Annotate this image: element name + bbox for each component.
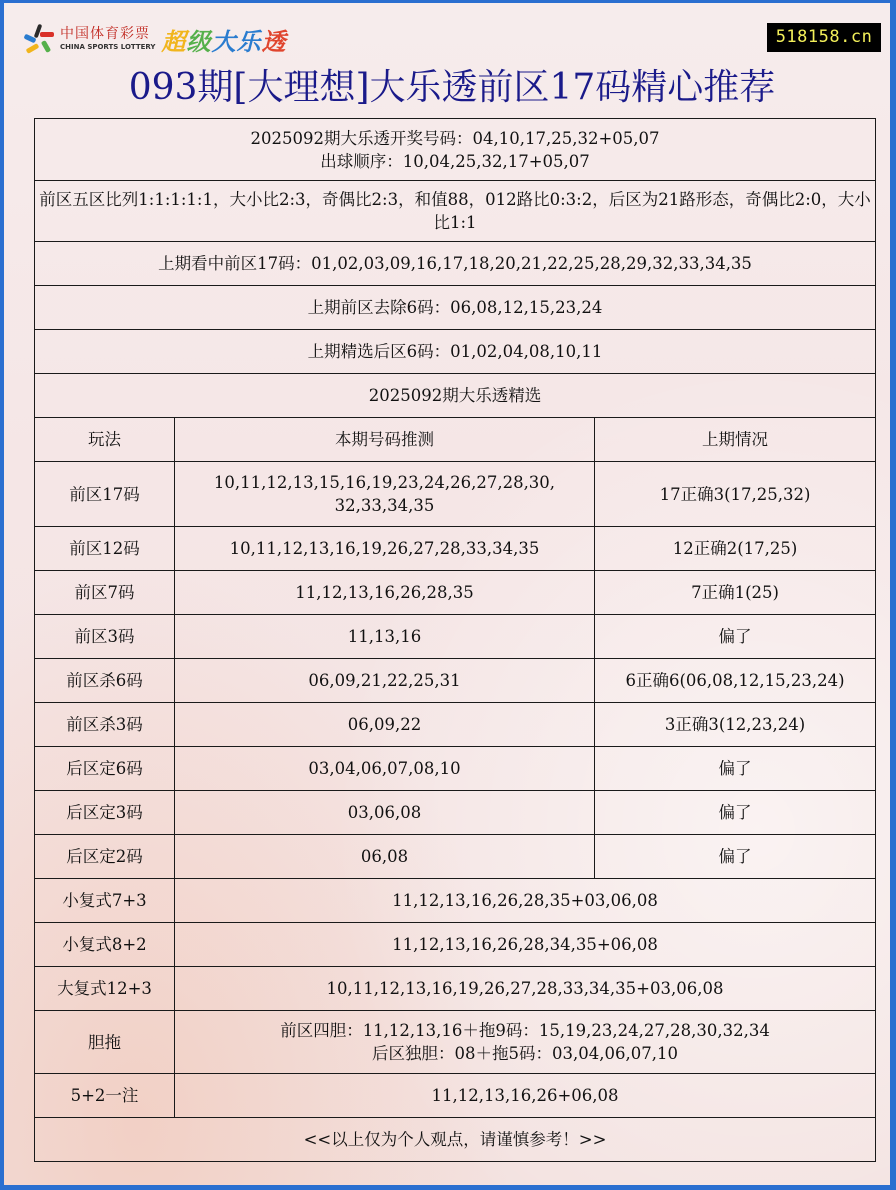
header-previous: 上期情况 <box>595 418 876 462</box>
play-name: 前区3码 <box>35 615 175 659</box>
dantuo-cell <box>175 1011 876 1074</box>
recommendation-table <box>34 118 876 1162</box>
analysis-text: 前区五区比列1:1:1:1:1，大小比2:3，奇偶比2:3，和值88，012路比0:3:2，后区为21路形态，奇偶比2:0，大小比1:1 <box>35 181 876 242</box>
previous-result: 偏了 <box>595 791 876 835</box>
draw-result-cell <box>35 119 876 181</box>
play-name: 后区定3码 <box>35 791 175 835</box>
previous-result: 17正确3(17,25,32) <box>595 462 876 527</box>
play-name: 小复式7+3 <box>35 879 175 923</box>
prediction-cell: 03,06,08 <box>175 791 595 835</box>
previous-result: 偏了 <box>595 615 876 659</box>
combo-row <box>35 967 876 1011</box>
table-row <box>35 462 876 527</box>
previous-result: 12正确2(17,25) <box>595 527 876 571</box>
previous-result: 偏了 <box>595 835 876 879</box>
combo-numbers: 11,12,13,16,26,28,35+03,06,08 <box>175 879 876 923</box>
draw-order: 出球顺序：10,04,25,32,17+05,07 <box>320 151 590 171</box>
prediction-cell: 11,13,16 <box>175 615 595 659</box>
play-name: 前区12码 <box>35 527 175 571</box>
draw-result-row <box>35 119 876 181</box>
prediction-line: 10,11,12,13,15,16,19,23,24,26,27,28,30, <box>213 473 556 492</box>
prediction-cell: 06,08 <box>175 835 595 879</box>
table-row <box>35 527 876 571</box>
prediction-cell: 03,04,06,07,08,10 <box>175 747 595 791</box>
prediction-cell: 06,09,21,22,25,31 <box>175 659 595 703</box>
play-name: 后区定2码 <box>35 835 175 879</box>
previous-result: 偏了 <box>595 747 876 791</box>
combo-row <box>35 879 876 923</box>
table-row <box>35 615 876 659</box>
prediction-cell: 11,12,13,16,26,28,35 <box>175 571 595 615</box>
page-title: 093期[大理想]大乐透前区17码精心推荐 <box>128 67 776 108</box>
play-name: 5+2一注 <box>35 1074 175 1118</box>
section-title: 2025092期大乐透精选 <box>35 374 876 418</box>
prev-back6-text: 上期精选后区6码：01,02,04,08,10,11 <box>35 330 876 374</box>
logo-cn-text: 中国体育彩票 <box>60 26 150 42</box>
prediction-line: 32,33,34,35 <box>334 496 435 515</box>
play-name: 后区定6码 <box>35 747 175 791</box>
table-row <box>35 703 876 747</box>
combo-numbers: 10,11,12,13,16,19,26,27,28,33,34,35+03,06,08 <box>175 967 876 1011</box>
dantuo-front: 前区四胆：11,12,13,16＋拖9码：15,19,23,24,27,28,30,32,34 <box>280 1021 770 1040</box>
header-prediction: 本期号码推测 <box>175 418 595 462</box>
lottery-star-icon <box>22 22 56 56</box>
play-name: 前区7码 <box>35 571 175 615</box>
previous-result: 6正确6(06,08,12,15,23,24) <box>595 659 876 703</box>
table-row <box>35 747 876 791</box>
table-row <box>35 791 876 835</box>
previous-result: 3正确3(12,23,24) <box>595 703 876 747</box>
prev-kill6-row <box>35 286 876 330</box>
disclaimer-text: <<以上仅为个人观点，请谨慎参考！>> <box>35 1118 876 1162</box>
single-bet-numbers: 11,12,13,16,26+06,08 <box>175 1074 876 1118</box>
prediction-cell: 06,09,22 <box>175 703 595 747</box>
table-row <box>35 835 876 879</box>
header-play: 玩法 <box>35 418 175 462</box>
china-sports-lottery-logo <box>22 21 287 57</box>
combo-row <box>35 923 876 967</box>
play-name: 前区杀3码 <box>35 703 175 747</box>
prev-front17-row <box>35 242 876 286</box>
section-title-row <box>35 374 876 418</box>
table-row <box>35 571 876 615</box>
prediction-cell <box>175 462 595 527</box>
combo-numbers: 11,12,13,16,26,28,34,35+06,08 <box>175 923 876 967</box>
table-header-row <box>35 418 876 462</box>
prediction-cell: 10,11,12,13,16,19,26,27,28,33,34,35 <box>175 527 595 571</box>
single-bet-row <box>35 1074 876 1118</box>
prev-front17-text: 上期看中前区17码：01,02,03,09,16,17,18,20,21,22,25,28,29,32,33,34,35 <box>35 242 876 286</box>
dantuo-back: 后区独胆：08＋拖5码：03,04,06,07,10 <box>372 1044 678 1063</box>
prev-back6-row <box>35 330 876 374</box>
prev-kill6-text: 上期前区去除6码：06,08,12,15,23,24 <box>35 286 876 330</box>
analysis-row <box>35 181 876 242</box>
play-name: 前区杀6码 <box>35 659 175 703</box>
logo-brand-text: 超级大乐透 <box>161 27 287 56</box>
play-name: 大复式12+3 <box>35 967 175 1011</box>
play-name: 前区17码 <box>35 462 175 527</box>
draw-numbers: 2025092期大乐透开奖号码：04,10,17,25,32+05,07 <box>250 128 660 148</box>
disclaimer-row <box>35 1118 876 1162</box>
logo-en-text: CHINA SPORTS LOTTERY <box>60 43 156 51</box>
previous-result: 7正确1(25) <box>595 571 876 615</box>
table-row <box>35 659 876 703</box>
dantuo-row <box>35 1011 876 1074</box>
play-name: 胆拖 <box>35 1011 175 1074</box>
site-badge: 518158.cn <box>767 23 881 52</box>
play-name: 小复式8+2 <box>35 923 175 967</box>
